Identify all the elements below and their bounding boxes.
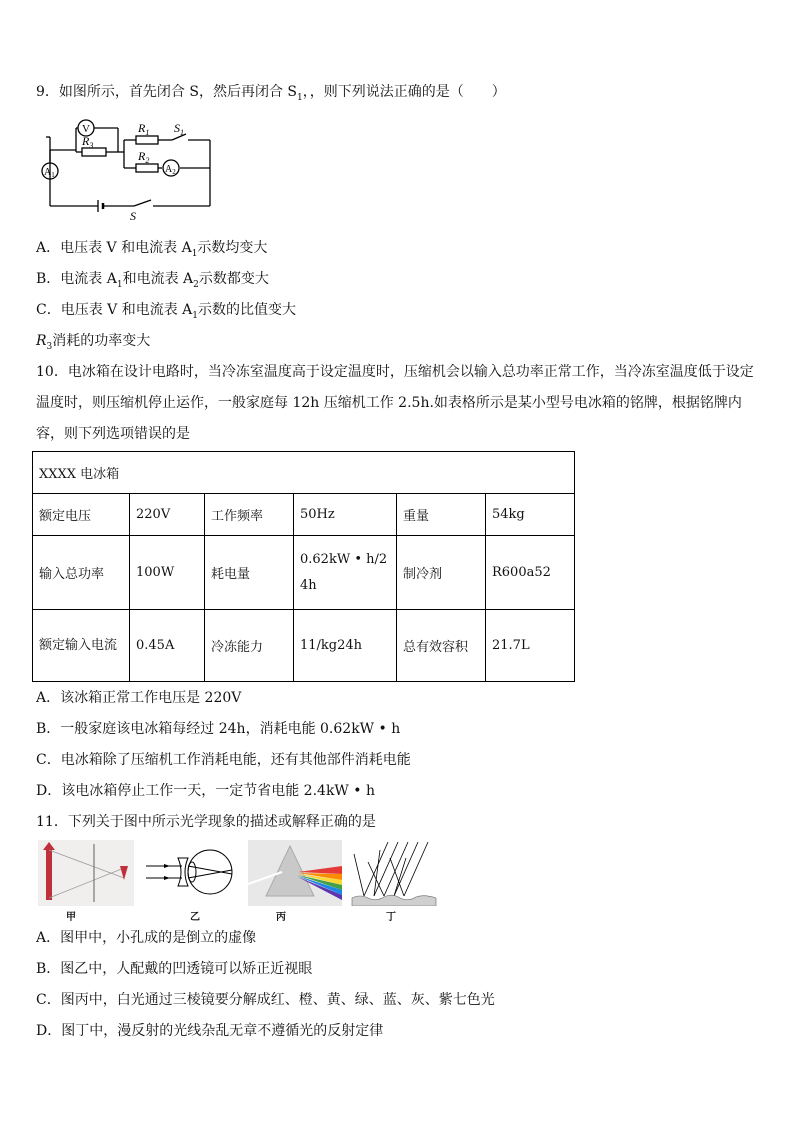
table-cell: 54kg: [486, 494, 575, 536]
table-cell: 0.45A: [130, 610, 205, 682]
svg-text:S: S: [130, 209, 136, 222]
q11-option-b: B．图乙中，人配戴的凹透镜可以矫正近视眼: [36, 961, 313, 977]
fridge-spec-table: [32, 451, 575, 682]
pinhole-figure: [38, 840, 134, 906]
q10-option-c: C．电冰箱除了压缩机工作消耗电能，还有其他部件消耗电能: [36, 752, 411, 768]
q11-option-c: C．图丙中，白光通过三棱镜要分解成红、橙、黄、绿、蓝、灰、紫七色光: [36, 992, 495, 1008]
table-cell: 50Hz: [294, 494, 397, 536]
caption-bing: 丙: [276, 912, 286, 923]
q10-option-b: B．一般家庭该电冰箱每经过 24h，消耗电能 0.62kW • h: [36, 721, 401, 737]
q11-stem: 11．下列关于图中所示光学现象的描述或解释正确的是: [36, 814, 376, 830]
table-cell: 100W: [130, 536, 205, 610]
q9-stem: 9．如图所示，首先闭合 S，然后再闭合 $S_1$，，则下列说法正确的是（ ）: [36, 84, 506, 103]
svg-text:R3: $R_3$: [82, 134, 94, 150]
svg-text:R1: $R_1$: [138, 121, 150, 137]
q9-option-a: A．电压表 V 和电流表 $A_1$示数均变大: [36, 240, 268, 259]
q10-stem: 10．电冰箱在设计电路时，当冷冻室温度高于设定温度时，压缩机会以输入总功率正常工作，当冷冻室温度低于设定温度时，则压缩机停止运作，一般家庭每 12h 压缩机工作 2.5h.如表格所示是某小型号电冰箱的铭牌，根据铭牌内容，则下列选项错误的是: [36, 364, 754, 442]
table-cell: 0.62kW • h/24h: [294, 536, 397, 610]
q10-option-d: D．该电冰箱停止工作一天，一定节省电能 2.4kW • h: [36, 783, 375, 799]
circuit-diagram: [36, 112, 216, 222]
table-cell: 21.7L: [486, 610, 575, 682]
svg-text:A2: $A_2$: [165, 164, 176, 176]
q10-option-a: A．该冰箱正常工作电压是 220V: [36, 690, 242, 706]
eye-lens-figure: [144, 844, 240, 902]
caption-jia: 甲: [66, 912, 76, 923]
q9-option-b: B．电流表 $A_1$和电流表 $A_2$示数都变大: [36, 271, 269, 290]
table-cell: R600a52: [486, 536, 575, 610]
svg-text:S1: $S_1$: [174, 121, 184, 137]
table-cell: 额定输入电流: [33, 610, 130, 682]
table-cell: 工作频率: [205, 494, 294, 536]
q9-option-c: C．电压表 V 和电流表 $A_1$示数的比值变大: [36, 302, 297, 321]
svg-text:R2: $R_2$: [138, 149, 150, 165]
table-cell: 耗电量: [205, 536, 294, 610]
table-cell: 额定电压: [33, 494, 130, 536]
svg-text:A1: $A_1$: [44, 167, 55, 179]
table-cell: 11/kg24h: [294, 610, 397, 682]
q11-option-d: D．图丁中，漫反射的光线杂乱无章不遵循光的反射定律: [36, 1023, 384, 1039]
table-cell: 重量: [397, 494, 486, 536]
diffuse-reflection-figure: [350, 840, 438, 906]
q9-option-d: $R_3$消耗的功率变大: [36, 333, 151, 352]
table-cell: 冷冻能力: [205, 610, 294, 682]
table-cell: 输入总功率: [33, 536, 130, 610]
table-title: XXXX 电冰箱: [33, 452, 575, 494]
caption-yi: 乙: [190, 912, 200, 923]
caption-ding: 丁: [386, 912, 396, 923]
q11-option-a: A．图甲中，小孔成的是倒立的虚像: [36, 930, 257, 946]
table-cell: 制冷剂: [397, 536, 486, 610]
table-cell: 220V: [130, 494, 205, 536]
voltmeter-label: V: [82, 123, 90, 135]
prism-figure: [248, 840, 342, 906]
table-cell: 总有效容积: [397, 610, 486, 682]
